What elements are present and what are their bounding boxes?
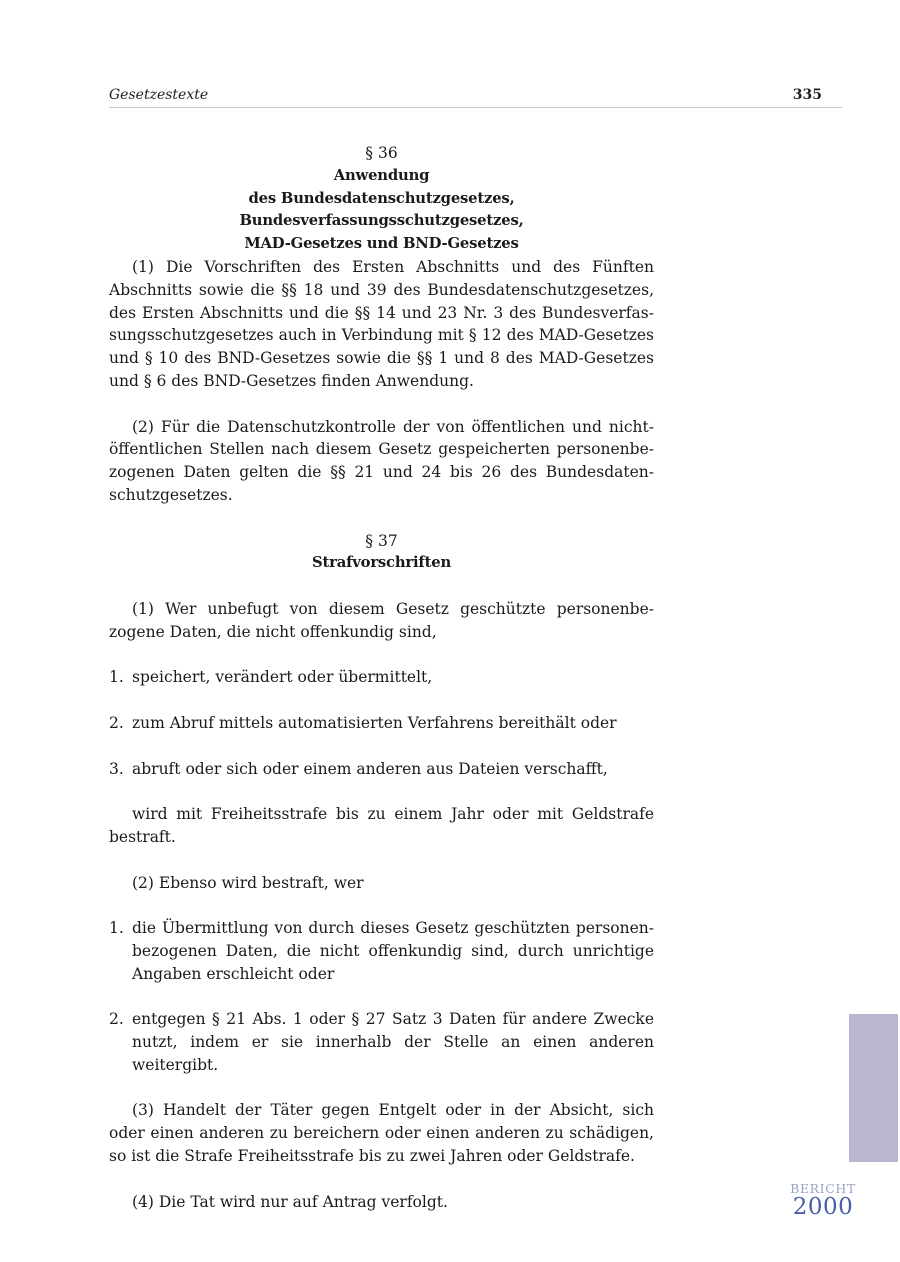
section-37-heading xyxy=(109,530,654,576)
paragraph: wird mit Freiheitsstrafe bis zu einem Jahr oder mit Geldstrafe bestraft. xyxy=(109,805,654,846)
section-36-heading xyxy=(109,142,654,256)
list-item xyxy=(109,712,654,735)
section-number: § 36 xyxy=(365,144,398,162)
list-item xyxy=(109,1008,654,1076)
list-text: zum Abruf mittels automatisierten Verfahrens bereithält oder xyxy=(132,713,617,732)
spacer xyxy=(109,985,654,1008)
spacer xyxy=(109,689,654,712)
list-number: 3. xyxy=(109,759,124,778)
spacer xyxy=(109,735,654,758)
running-header xyxy=(109,87,842,108)
header-title: Gesetzestexte xyxy=(109,87,209,103)
list-text: entgegen § 21 Abs. 1 oder § 27 Satz 3 Daten für andere Zwecke nutzt, indem er sie innerhalb der Stelle an einen anderen weitergibt. xyxy=(132,1010,654,1074)
page-number: 335 xyxy=(792,87,822,103)
list-number: 2. xyxy=(109,713,124,732)
report-logo xyxy=(786,1182,860,1218)
list-number: 2. xyxy=(109,1010,124,1029)
spacer xyxy=(109,1168,654,1191)
list-text: speichert, verändert oder übermittelt, xyxy=(132,668,433,687)
section-title-line: Anwendung xyxy=(333,166,430,184)
section-title-line: Bundesverfassungsschutzgesetzes, xyxy=(239,212,524,230)
logo-word: BERICHT xyxy=(790,1181,856,1196)
spacer xyxy=(109,644,654,667)
section-title-line: des Bundesdatenschutzgesetzes, xyxy=(248,189,515,207)
paragraph: (1) Die Vorschriften des Ersten Abschnitts und des Fünften Abschnitts sowie die §§ 18 und 39 des Bundesdatenschutzgesetzes, des Ersten Abschnitts und die §§ 14 und 23 Nr. 3 des Bundesverfassungsschutzgesetzes auch in Verbindung mit § 12 des MAD-Gesetzes und § 10 des BND-Gesetzes sowie die §§ 1 und 8 des MAD-Gesetzes und § 6 des BND-Gesetzes finden Anwendung. xyxy=(109,257,654,390)
spacer xyxy=(109,393,654,416)
list-item xyxy=(109,666,654,689)
page-body xyxy=(109,142,654,1213)
paragraph: (1) Wer unbefugt von diesem Gesetz geschützte personenbezogene Daten, die nicht offenkundig sind, xyxy=(109,599,654,641)
section-title: Strafvorschriften xyxy=(311,554,452,572)
list-text: abruft oder sich oder einem anderen aus Dateien verschafft, xyxy=(132,759,608,778)
list-number: 1. xyxy=(109,919,124,938)
spacer xyxy=(109,507,654,530)
chapter-tab xyxy=(849,1014,898,1162)
paragraph: (2) Für die Datenschutzkontrolle der von öffentlichen und nicht-öffentlichen Stellen nach diesem Gesetz gespeicherten personenbezogenen Daten gelten die §§ 21 und 24 bis 26 des Bundesdatenschutzgesetzes. xyxy=(109,417,654,504)
list-item xyxy=(109,917,654,985)
spacer xyxy=(109,1077,654,1100)
list-number: 1. xyxy=(109,668,124,687)
list-text: die Übermittlung von durch dieses Gesetz geschützten personenbezogenen Daten, die nicht offenkundig sind, durch unrichtige Angaben erschleicht oder xyxy=(132,919,654,983)
paragraph: (2) Ebenso wird bestraft, wer xyxy=(132,873,364,892)
spacer xyxy=(109,849,654,872)
list-item xyxy=(109,758,654,781)
logo-year: 2000 xyxy=(792,1194,854,1220)
paragraph: (3) Handelt der Täter gegen Entgelt oder in der Absicht, sich oder einen anderen zu bereichern oder einen anderen zu schädigen, so ist die Strafe Freiheitsstrafe bis zu zwei Jahren oder Geldstrafe. xyxy=(109,1101,654,1166)
spacer xyxy=(109,575,654,598)
paragraph: (4) Die Tat wird nur auf Antrag verfolgt. xyxy=(132,1192,448,1211)
section-title-line: MAD-Gesetzes und BND-Gesetzes xyxy=(244,235,519,253)
spacer xyxy=(109,894,654,917)
section-number: § 37 xyxy=(365,531,398,550)
spacer xyxy=(109,780,654,803)
